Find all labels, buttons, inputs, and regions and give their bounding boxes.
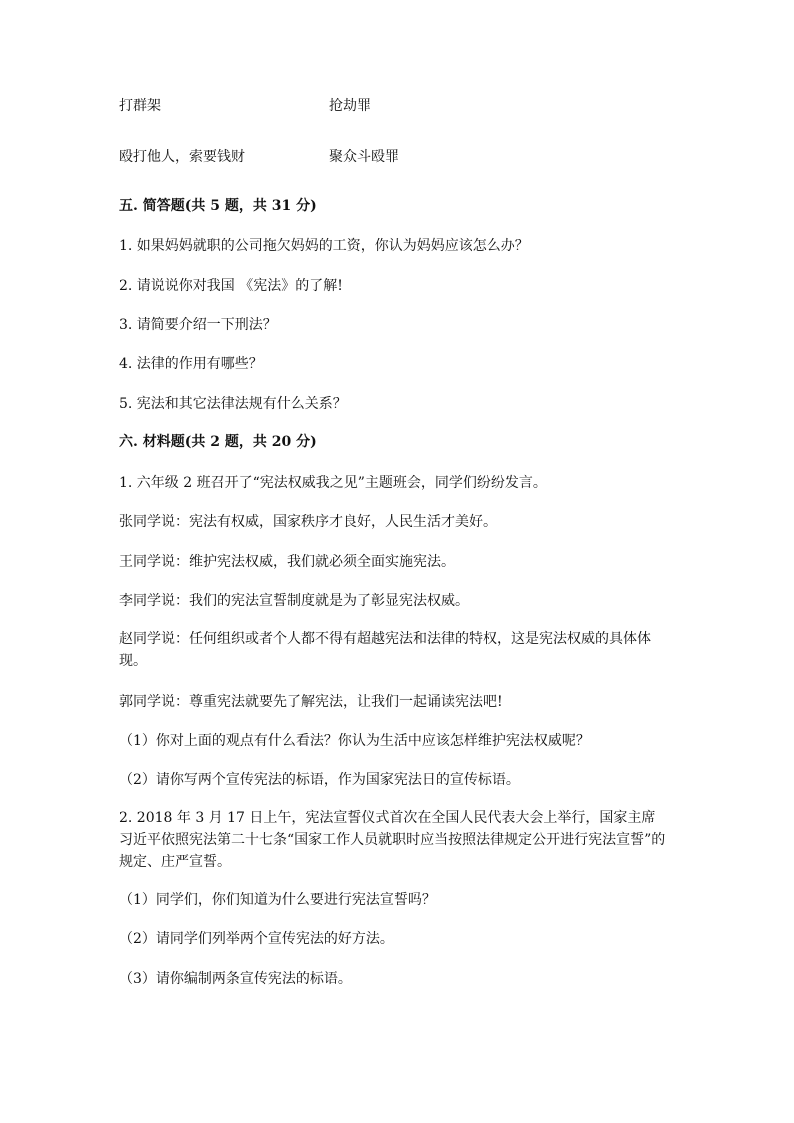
sub-question: （2）请你写两个宣传宪法的标语，作为国家宪法日的宣传标语。: [119, 772, 520, 788]
match-left-1: 打群架: [119, 98, 161, 114]
sub-question: （1）同学们，你们知道为什么要进行宪法宣誓吗？: [119, 892, 436, 908]
question-item: 2. 请说说你对我国 《宪法》的了解!: [119, 278, 343, 294]
match-left-2: 殴打他人，索要钱财: [119, 149, 245, 165]
sub-question: （2）请同学们列举两个宣传宪法的好方法。: [119, 931, 394, 947]
statement-item: 张同学说：宪法有权威，国家秩序才良好，人民生活才美好。: [119, 514, 497, 530]
question-item: 5. 宪法和其它法律法规有什么关系？: [119, 396, 347, 412]
sub-question: （3）请你编制两条宣传宪法的标语。: [119, 971, 352, 987]
sub-question: （1）你对上面的观点有什么看法？你认为生活中应该怎样维护宪法权威呢？: [119, 733, 590, 749]
statement-item: 赵同学说：任何组织或者个人都不得有超越宪法和法律的特权，这是宪法权威的具体体现。: [119, 631, 651, 669]
section-5-title: 五. 简答题(共 5 题，共 31 分): [119, 198, 317, 214]
material-q2-intro: 2. 2018 年 3 月 17 日上午，宪法宣誓仪式首次在全国人民代表大会上举行，国家主席习近平依照宪法第二十七条“国家工作人员就职时应当按照法律规定公开进行宪法宣誓”的规定、庄严宣誓。: [119, 810, 666, 870]
statement-item: 李同学说：我们的宪法宣誓制度就是为了彰显宪法权威。: [119, 593, 469, 609]
question-item: 1. 如果妈妈就职的公司拖欠妈妈的工资，你认为妈妈应该怎么办？: [119, 238, 529, 254]
statement-item: 王同学说：维护宪法权威，我们就必须全面实施宪法。: [119, 554, 455, 570]
match-right-1: 抢劫罪: [329, 98, 371, 114]
statement-item: 郭同学说：尊重宪法就要先了解宪法，让我们一起诵读宪法吧!: [119, 694, 503, 710]
section-6-title: 六. 材料题(共 2 题，共 20 分): [119, 434, 317, 450]
question-item: 4. 法律的作用有哪些？: [119, 356, 263, 372]
question-item: 3. 请简要介绍一下刑法？: [119, 317, 277, 333]
material-q1-intro: 1. 六年级 2 班召开了“宪法权威我之见”主题班会，同学们纷纷发言。: [119, 475, 547, 491]
match-right-2: 聚众斗殴罪: [329, 149, 399, 165]
